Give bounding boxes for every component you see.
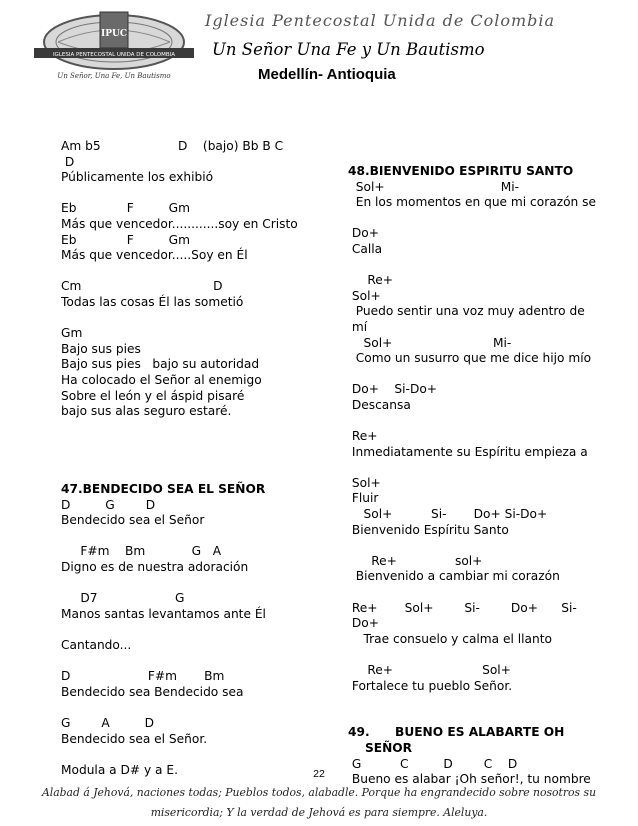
song-line	[61, 264, 298, 280]
song-line	[348, 647, 596, 663]
left-column	[61, 139, 298, 778]
church-name: Iglesia Pentecostal Unida de Colombia	[205, 11, 556, 30]
song-line: Sol+ Mi-	[348, 179, 520, 194]
song-line: Ha colocado el Señor al enemigo	[61, 372, 262, 387]
song-line: Bajo sus pies bajo su autoridad	[61, 357, 260, 372]
song-line	[61, 466, 298, 482]
song-line: Todas las cosas Él las sometió	[61, 294, 244, 309]
song-line	[348, 460, 596, 476]
song-line: Eb F Gm	[61, 201, 190, 216]
city-heading: Medellín- Antioquia	[258, 66, 396, 83]
song-line: Gm	[61, 326, 83, 341]
song-title: SEÑOR	[348, 740, 413, 755]
song-line: Más que vencedor.....Soy en Él	[61, 248, 248, 263]
song-line: D	[61, 154, 75, 169]
song-line: Puedo sentir una voz muy adentro de	[348, 304, 585, 319]
song-line	[61, 747, 298, 763]
song-line: Bienvenido a cambiar mi corazón	[348, 569, 560, 584]
song-line	[61, 435, 298, 451]
song-line: bajo sus alas seguro estaré.	[61, 404, 232, 419]
song-line: Am b5 D (bajo) Bb B C	[61, 139, 284, 153]
motto: Un Señor Una Fe y Un Bautismo	[212, 40, 485, 59]
song-line: D G D	[61, 497, 156, 512]
song-line: Digno es de nuestra adoración	[61, 560, 249, 575]
song-title: 47.BENDECIDO SEA EL SEÑOR	[61, 482, 266, 497]
song-title: 48.BIENVENIDO ESPIRITU SANTO	[348, 164, 574, 178]
logo-initials: IPUC	[101, 29, 127, 39]
song-line: Do+	[348, 226, 379, 241]
song-title: 49. BUENO ES ALABARTE OH	[348, 725, 565, 740]
song-line: Modula a D# y a E.	[61, 762, 178, 777]
song-line	[61, 700, 298, 716]
song-line: Re+ Sol+	[348, 663, 511, 677]
page-number: 22	[313, 768, 325, 780]
song-line: Públicamente los exhibió	[61, 170, 214, 185]
song-line: Do+ Si-Do+	[348, 382, 437, 397]
song-line: Sol+ Si- Do+ Si-Do+	[348, 507, 548, 522]
song-line: Bendecido sea el Señor	[61, 513, 205, 528]
song-line: Como un susurro que me dice hijo mío	[348, 351, 592, 366]
song-line	[61, 576, 298, 592]
song-line	[61, 186, 298, 202]
footer-line-2: misericordia; Y la verdad de Jehová es para siempre. Aleluya.	[150, 806, 488, 819]
song-line: Bajo sus pies	[61, 341, 141, 356]
song-line: Re+ sol+	[348, 553, 483, 568]
song-line: D F#m Bm	[61, 669, 225, 684]
song-line	[61, 654, 298, 670]
song-line	[348, 414, 596, 430]
song-line: Más que vencedor............soy en Cristo	[61, 216, 298, 231]
song-line: F#m Bm G A	[61, 544, 222, 559]
song-line	[348, 585, 596, 601]
song-line	[61, 311, 298, 327]
song-line: En los momentos en que mi corazón se	[348, 195, 596, 210]
song-line: Re+	[348, 429, 378, 444]
song-line: Sol+ Mi-	[348, 335, 512, 350]
song-line: Sobre el león y el áspid pisaré	[61, 388, 245, 403]
song-line: Bendecido sea Bendecido sea	[61, 684, 244, 699]
song-line	[61, 622, 298, 638]
song-line: Calla	[348, 241, 383, 256]
song-line: Do+	[348, 616, 379, 631]
footer-line-1: Alabad á Jehová, naciones todas; Pueblos todos, alabadle. Porque ha engrandecido sobre nosotros su	[41, 786, 597, 799]
song-line: Descansa	[348, 397, 411, 412]
song-line	[61, 451, 298, 467]
song-line: Manos santas levantamos ante Él	[61, 606, 266, 621]
song-line: Trae consuelo y calma el llanto	[348, 631, 552, 646]
song-line	[348, 538, 596, 554]
song-line: Bienvenido Espíritu Santo	[348, 522, 509, 537]
song-line: G A D	[61, 715, 155, 730]
song-line	[348, 710, 596, 726]
song-line: Re+ Sol+ Si- Do+ Si-	[348, 600, 577, 615]
song-line: Sol+	[348, 475, 381, 490]
song-line: Eb F Gm	[61, 232, 190, 247]
logo-caption: Un Señor, Una Fe, Un Bautismo	[57, 72, 171, 80]
song-line: Fluir	[348, 491, 379, 506]
song-line	[61, 529, 298, 545]
song-line: G C D C D	[348, 756, 518, 771]
footer-verse	[0, 783, 638, 823]
song-line: Fortalece tu pueblo Señor.	[348, 678, 513, 693]
song-line	[61, 420, 298, 436]
song-line	[348, 258, 596, 274]
church-logo	[28, 8, 200, 82]
song-line	[348, 367, 596, 383]
song-line: mí	[348, 319, 368, 334]
logo-banner: IGLESIA PENTECOSTAL UNIDA DE COLOMBIA	[52, 52, 176, 58]
song-line: Cantando...	[61, 638, 132, 652]
song-line: Bueno es alabar ¡Oh señor!, tu nombre	[348, 772, 591, 787]
song-line: Inmediatamente su Espíritu empieza a	[348, 444, 588, 459]
song-line	[348, 694, 596, 710]
song-line	[348, 211, 596, 227]
song-line: Sol+	[348, 288, 381, 303]
song-line: Re+	[348, 273, 394, 288]
song-line: Cm D	[61, 279, 223, 294]
right-column	[348, 164, 596, 788]
song-line: D7 G	[61, 591, 185, 606]
song-line: Bendecido sea el Señor.	[61, 731, 208, 746]
